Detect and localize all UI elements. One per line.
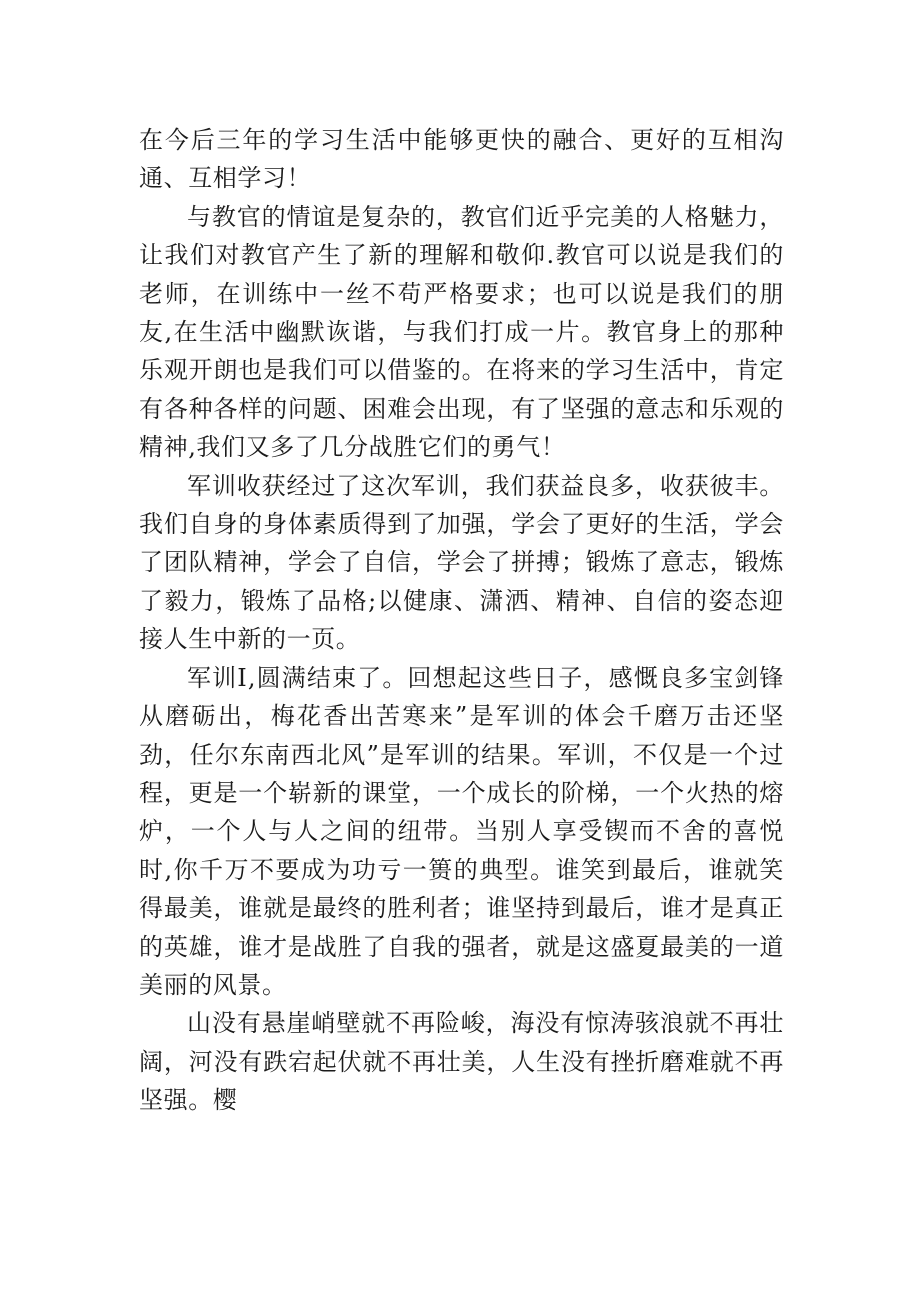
paragraph-5: 山没有悬崖峭壁就不再险峻，海没有惊涛骇浪就不再壮阔，河没有跌宕起伏就不再壮美，人生没有挫折磨难就不再坚强。樱 <box>139 1009 784 1115</box>
paragraph-4: 军训Ⅰ,圆满结束了。回想起这些日子，感慨良多宝剑锋从磨砺出，梅花香出苦寒来”是军训的体会千磨万击还坚劲，任尔东南西北风”是军训的结果。军训，不仅是一个过程，更是一个崭新的课堂，一个成长的阶梯，一个火热的熔炉，一个人与人之间的纽带。当别人享受锲而不舍的喜悦时,你千万不要成为功亏一篑的典型。谁笑到最后，谁就笑得最美，谁就是最终的胜利者；谁坚持到最后，谁才是真正的英雄，谁才是战胜了自我的强者，就是这盛夏最美的一道美丽的风景。 <box>139 663 784 999</box>
document-body <box>139 121 784 1120</box>
paragraph-3: 军训收获经过了这次军训，我们获益良多，收获彼丰。我们自身的身体素质得到了加强，学会了更好的生活，学会了团队精神，学会了自信，学会了拼搏；锻炼了意志，锻炼了毅力，锻炼了品格;以健康、潇洒、精神、自信的姿态迎接人生中新的一页。 <box>139 471 784 654</box>
paragraph-1: 在今后三年的学习生活中能够更快的融合、更好的互相沟通、互相学习！ <box>139 126 784 193</box>
paragraph-2: 与教官的情谊是复杂的，教官们近乎完美的人格魅力，让我们对教官产生了新的理解和敬仰.教官可以说是我们的老师，在训练中一丝不苟严格要求；也可以说是我们的朋友,在生活中幽默诙谐，与我们打成一片。教官身上的那种乐观开朗也是我们可以借鉴的。在将来的学习生活中，肯定有各种各样的问题、困难会出现，有了坚强的意志和乐观的精神,我们又多了几分战胜它们的勇气！ <box>139 202 784 462</box>
